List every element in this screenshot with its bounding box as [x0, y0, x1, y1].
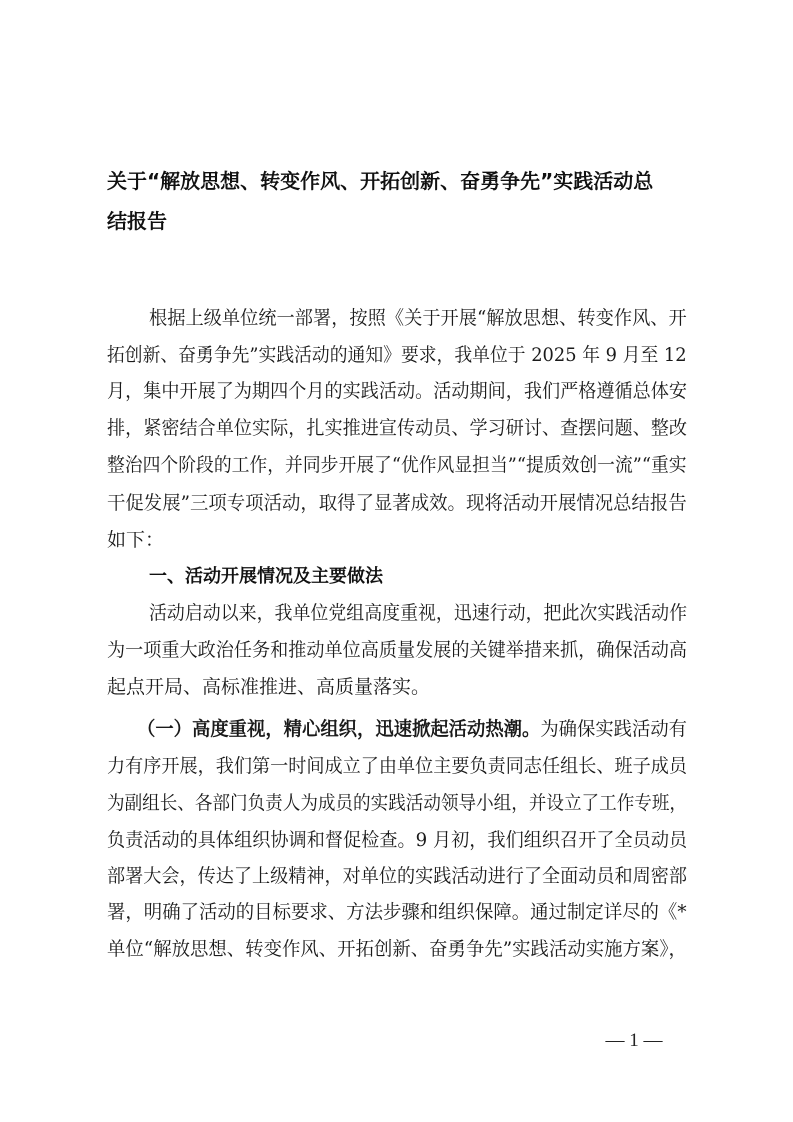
intro-paragraph-line: 根据上级单位统一部署，按照《关于开展“解放思想、转变作风、开 [149, 307, 687, 329]
section-heading: 一、活动开展情况及主要做法 [149, 566, 383, 587]
subsection-heading: （一）高度重视，精心组织，迅速掀起活动热潮。 [137, 718, 541, 740]
section-paragraph-line: 起点开局、高标准推进、高质量落实。 [107, 676, 431, 698]
subsection-paragraph-line: 负责活动的具体组织协调和督促检查。9 月初，我们组织召开了全员动员 [107, 829, 688, 851]
intro-paragraph-line: 月，集中开展了为期四个月的实践活动。活动期间，我们严格遵循总体安 [107, 380, 688, 402]
subsection-paragraph-line: 力有序开展，我们第一时间成立了由单位主要负责同志任组长、班子成员 [107, 755, 688, 777]
intro-paragraph-line: 干促发展”三项专项活动，取得了显著成效。现将活动开展情况总结报告 [107, 492, 687, 514]
intro-paragraph-line: 如下： [107, 529, 165, 551]
subsection-paragraph-line: 为副组长、各部门负责人为成员的实践活动领导小组，并设立了工作专班， [107, 792, 688, 814]
subsection-text: 为确保实践活动有 [540, 718, 688, 740]
subsection-first-line [137, 718, 688, 740]
page-number: — 1 — [605, 1030, 663, 1051]
intro-paragraph-line: 排，紧密结合单位实际，扎实推进宣传动员、学习研讨、查摆问题、整改 [107, 417, 688, 439]
section-paragraph-line: 活动启动以来，我单位党组高度重视，迅速行动，把此次实践活动作 [149, 602, 688, 624]
subsection-paragraph-line: 单位“解放思想、转变作风、开拓创新、奋勇争先”实践活动实施方案》， [107, 938, 687, 960]
intro-paragraph-line: 拓创新、奋勇争先”实践活动的通知》要求，我单位于 2025 年 9 月至 12 [107, 344, 687, 366]
subsection-paragraph-line: 署，明确了活动的目标要求、方法步骤和组织保障。通过制定详尽的《* [107, 901, 687, 923]
section-paragraph-line: 为一项重大政治任务和推动单位高质量发展的关键举措来抓，确保活动高 [107, 639, 688, 661]
subsection-paragraph-line: 部署大会，传达了上级精神，对单位的实践活动进行了全面动员和周密部 [107, 865, 688, 887]
document-title-line-2: 结报告 [107, 209, 167, 233]
intro-paragraph-line: 整治四个阶段的工作，并同步开展了“优作风显担当”“提质效创一流”“重实 [107, 454, 687, 476]
document-title-line-1: 关于“解放思想、转变作风、开拓创新、奋勇争先”实践活动总 [107, 169, 654, 193]
